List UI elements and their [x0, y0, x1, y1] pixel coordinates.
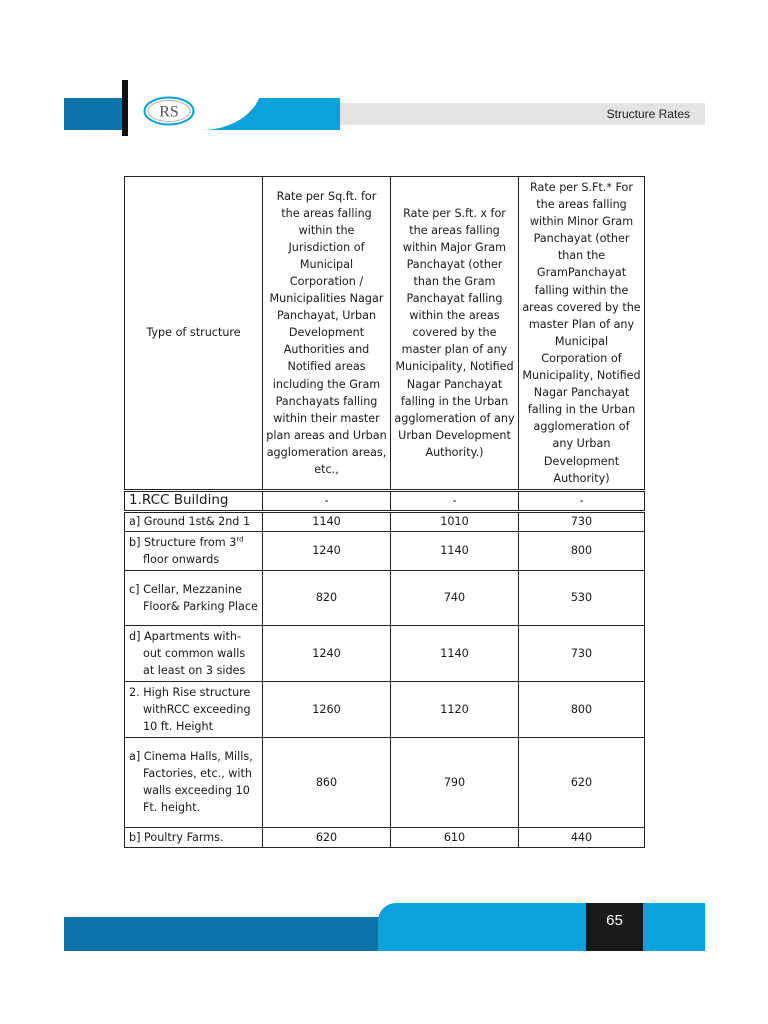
- row-label: [125, 681, 263, 737]
- table-header-row: [125, 177, 645, 491]
- column-header-municipal-rate: Rate per Sq.ft. for the areas falling within the Jurisdiction of Municipal Corporation / Municipalities Nagar Panchayat, Urban Development Authorities and Notified areas including the Gram Panchayats falling within their master plan areas and Urban agglomeration areas, etc.,: [263, 177, 391, 491]
- rate-minor-gram: 440: [519, 827, 645, 847]
- row-label-text-cont: floor onwards: [143, 552, 220, 566]
- rate-municipal: 1240: [263, 625, 391, 681]
- table-row: [125, 737, 645, 827]
- row-label: a] Ground 1st& 2nd 1: [125, 511, 263, 531]
- rate-major-gram: 790: [391, 737, 519, 827]
- row-label-text: 2. High Rise structure withRCC exceeding 10 ft. Height: [129, 685, 251, 733]
- rate-minor-gram: 530: [519, 570, 645, 625]
- rate-municipal: 1140: [263, 511, 391, 531]
- table-row: [125, 531, 645, 570]
- column-header-type: Type of structure: [125, 177, 263, 491]
- column-header-minor-gram-rate: Rate per S.Ft.* For the areas falling within Minor Gram Panchayat (other than the GramPanchayat falling within the areas covered by the master Plan of any Municipal Corporation of Municipality, Notified Nagar Panchayat falling in the Urban agglomeration of any Urban Development Authority): [519, 177, 645, 491]
- row-label: 1.RCC Building: [125, 490, 263, 511]
- rate-municipal: 860: [263, 737, 391, 827]
- row-label: [125, 737, 263, 827]
- rate-major-gram: 740: [391, 570, 519, 625]
- row-label-text: d] Apartments with-out common walls at least on 3 sides: [129, 629, 246, 677]
- row-label: [125, 570, 263, 625]
- footer-band-dark: [64, 917, 394, 951]
- rate-municipal: 1240: [263, 531, 391, 570]
- rate-major-gram: 1140: [391, 531, 519, 570]
- rate-minor-gram: -: [519, 490, 645, 511]
- column-header-major-gram-rate: Rate per S.ft. x for the areas falling within Major Gram Panchayat (other than the Gram Panchayat falling within the areas covered by the master plan of any Municipality, Notified Nagar Panchayat falling in the Urban agglomeration of any Urban Development Authority.): [391, 177, 519, 491]
- table-row: [125, 511, 645, 531]
- row-label-text: c] Cellar, Mezzanine Floor& Parking Place: [129, 582, 258, 613]
- table-row: [125, 625, 645, 681]
- table-row: [125, 681, 645, 737]
- rate-minor-gram: 620: [519, 737, 645, 827]
- rate-municipal: 1260: [263, 681, 391, 737]
- logo-text: RS: [159, 103, 179, 121]
- row-label-text: b] Structure from 3: [129, 535, 237, 549]
- header-black-bar: [122, 80, 128, 136]
- row-label: b] Poultry Farms.: [125, 827, 263, 847]
- rate-major-gram: 1120: [391, 681, 519, 737]
- rate-minor-gram: 730: [519, 625, 645, 681]
- row-label-text: a] Cinema Halls, Mills, Factories, etc., with walls exceeding 10 Ft. height.: [129, 750, 253, 815]
- rate-minor-gram: 800: [519, 681, 645, 737]
- rate-major-gram: 1140: [391, 625, 519, 681]
- rate-minor-gram: 800: [519, 531, 645, 570]
- row-label: [125, 625, 263, 681]
- rs-logo: [143, 96, 195, 126]
- rate-municipal: 820: [263, 570, 391, 625]
- row-label-sup: rd: [236, 534, 244, 543]
- table-row: [125, 490, 645, 511]
- page-number: 65: [586, 903, 643, 951]
- row-label: [125, 531, 263, 570]
- rate-municipal: 620: [263, 827, 391, 847]
- section-title: Structure Rates: [606, 107, 690, 121]
- rate-major-gram: -: [391, 490, 519, 511]
- table-row: [125, 570, 645, 625]
- rate-municipal: -: [263, 490, 391, 511]
- table-row: [125, 827, 645, 847]
- footer-band-blue: [378, 903, 705, 951]
- rate-major-gram: 610: [391, 827, 519, 847]
- rate-minor-gram: 730: [519, 511, 645, 531]
- rate-major-gram: 1010: [391, 511, 519, 531]
- structure-rates-table: [124, 176, 645, 848]
